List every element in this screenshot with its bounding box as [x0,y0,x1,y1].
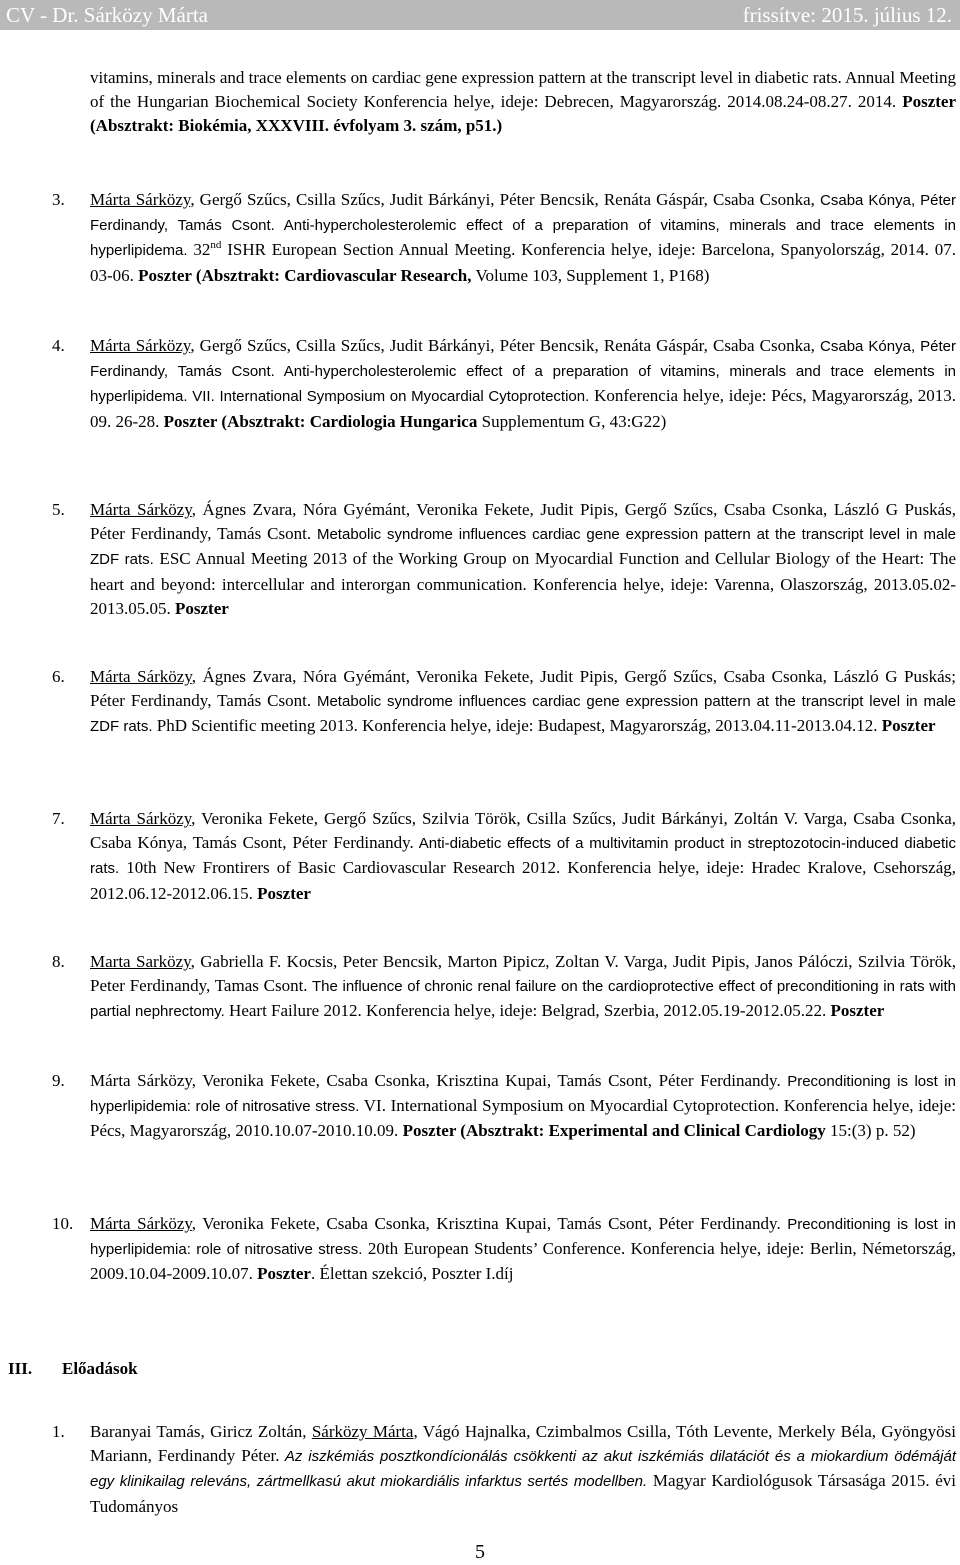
authors: , Ágnes Zvara, Nóra Gyémánt, Veronika Fekete, Judit Pipis, Gergő Szűcs, Csaba Csonka, László G Puskás, Péter Ferdinandy, Tamás Csont. [90,500,956,544]
award-note: . Élettan szekció, Poszter I.díj [310,1264,514,1284]
continued-text: vitamins, minerals and trace elements on cardiac gene expression pattern at the transcript level in diabetic rats. Annual Meeting of the Hungarian Biochemical Society Konferencia helye, ideje: Debrecen, Magyarország. 2014.08.24-08.27. 2014. [90,68,956,112]
conference-details: ESC Annual Meeting 2013 of the Working Group on Myocardial Function and Cellular Biology of the Heart: The heart and beyond: intercellular and interorgan communication. Konferencia helye, ideje: Varenna, Olaszország, 2013.05.02-2013.05.05. [90,549,956,618]
poster-label: Poszter [163,411,218,431]
authors-after: , Vágó Hajnalka, Czimbalmos Csilla, Tóth Levente, Merkely Béla, Gyöngyösi Mariann, Ferdinandy Péter. [90,1422,956,1466]
section-title: Előadások [62,1359,138,1378]
poster-label: Poszter [257,883,311,903]
authors: , Ágnes Zvara, Nóra Gyémánt, Veronika Fekete, Judit Pipis, Gergő Szűcs, Csaba Csonka, László G Puskás; Péter Ferdinandy, Tamás Csont. [90,667,956,711]
abstract-journal: (Absztrakt: Cardiovascular Research, [191,265,472,285]
header-cv-title: CV - Dr. Sárközy Márta [6,3,208,27]
author-lead: Márta Sárközy [90,1071,192,1090]
item-number: 7. [52,809,65,828]
conference-details: VI. International Symposium on Myocardial Cytoprotection. Konferencia helye, ideje: Pécs, Magyarország, 2010.10.07-2010.10.09. [90,1096,956,1141]
author-lead: Márta Sárközy [90,190,191,209]
entry-title: Preconditioning is lost in hyperlipidemia: role of nitrosative stress. [90,1216,956,1259]
conference-details: 20th European Students’ Conference. Konferencia helye, ideje: Berlin, Németország, 2009.10.04-2009.10.07. [90,1239,956,1284]
conference-details: Konferencia helye, ideje: Pécs, Magyarország, 2013. 09. 26-28. [90,386,956,431]
abstract-ref: 15:(3) p. 52) [825,1121,916,1141]
header-updated-date: frissítve: 2015. július 12. [742,3,952,27]
authors: , Veronika Fekete, Gergő Szűcs, Szilvia Török, Csilla Szűcs, Judit Bárkányi, Zoltán V. Varga, Csaba Csonka, Csaba Kónya, Tamás Csont, Péter Ferdinandy. [90,809,956,853]
poster-label: Poszter [830,1001,885,1021]
authors: , Veronika Fekete, Csaba Csonka, Krisztina Kupai, Tamás Csont, Péter Ferdinandy. [191,1214,781,1233]
entry-title: Preconditioning is lost in hyperlipidemia: role of nitrosative stress. [90,1073,956,1116]
authors-before: Baranyai Tamás, Giricz Zoltán, [90,1422,312,1441]
item-number: 10. [52,1214,74,1233]
item-number: 4. [52,336,65,355]
poster-label: Poszter [881,716,936,736]
abstract-ref: Supplementum G, 43:G22) [477,411,667,431]
poster-label: Poszter [175,598,229,618]
talk-entry-1 [90,1420,956,1519]
authors-tail: Csaba Kónya, Péter Ferdinandy, Tamás Csont. [90,192,956,235]
item-number: 6. [52,667,65,686]
author-lead: Marta Sarközy [90,952,191,971]
conference-details: 10th New Frontirers of Basic Cardiovascular Research 2012. Konferencia helye, ideje: Hradec Kralove, Csehország, 2012.06.12-2012.06.15. [90,858,956,903]
poster-entry-6 [90,665,956,740]
entry-title: Az iszkémiás posztkondícionálás csökkenti az akut iszkémiás dilatációt és a miokardium ödémáját egy klinikailag releváns, zártmellkasú akut miokardiális infarktus sertés modellben. [90,1448,957,1491]
author-lead: Márta Sárközy [90,336,191,355]
item-number: 8. [52,952,65,971]
entry-title: Metabolic syndrome influences cardiac gene expression pattern at the transcript level in male ZDF rats. [90,693,956,736]
authors: , Gergő Szűcs, Csilla Szűcs, Judit Bárkányi, Péter Bencsik, Renáta Gáspár, Csaba Csonka, [190,190,821,209]
author-lead: Márta Sárközy [90,500,192,519]
section-number: III. [8,1359,33,1378]
poster-entry-3 [90,188,956,288]
author-lead: Márta Sárközy [90,667,192,686]
conference-number: 32 [187,240,211,260]
poster-label: Poszter [138,265,192,285]
poster-label: Poszter [257,1264,311,1284]
conference-details: Heart Failure 2012. Konferencia helye, ideje: Belgrad, Szerbia, 2012.05.19-2012.05.22. [224,1001,831,1021]
abstract-journal: (Absztrakt: Cardiologia Hungarica [217,411,478,431]
poster-entry-8 [90,950,956,1025]
conference-details: PhD Scientific meeting 2013. Konferencia helye, ideje: Budapest, Magyarország, 2013.04.11-2013.04.12. [152,716,882,736]
abstract-ref: Volume 103, Supplement 1, P168) [471,265,710,285]
authors: , Veronika Fekete, Csaba Csonka, Krisztina Kupai, Tamás Csont, Péter Ferdinandy. [191,1071,781,1090]
item-number: 3. [52,190,65,209]
author-lead: Márta Sárközy [90,809,192,828]
item-number: 9. [52,1071,65,1090]
ordinal-suffix: nd [210,239,222,252]
poster-entry-4 [90,334,956,434]
author-lead: Márta Sárközy [90,1214,192,1233]
entry-title: Metabolic syndrome influences cardiac gene expression pattern at the transcript level in male ZDF rats. [90,526,956,569]
poster-entry-5 [90,498,956,621]
authors-tail: Csaba Kónya, Péter Ferdinandy, Tamás Csont. [90,338,956,381]
continued-entry [90,66,956,139]
entry-title: Anti-hypercholesterolemic effect of a preparation of vitamins, minerals and trace elements in hyperlipidema. VII. International Symposium on Myocardial Cytoprotection. [90,363,956,406]
author-lead: Sárközy Márta [311,1422,414,1441]
continued-poster-abstract: Poszter (Absztrakt: Biokémia, XXXVIII. évfolyam 3. szám, p51.) [90,92,956,136]
conference-details: Magyar Kardiológusok Társasága 2015. évi Tudományos [90,1471,956,1516]
poster-entry-10 [90,1212,956,1287]
poster-entry-7 [90,807,956,906]
entry-title: Anti-diabetic effects of a multivitamin product in streptozotocin-induced diabetic rats. [90,835,956,878]
authors: , Gabriella F. Kocsis, Peter Bencsik, Marton Pipicz, Zoltan V. Varga, Judit Pipis, Janos Pálóczi, Szilvia Török, Peter Ferdinandy, Tamas Csont. [90,952,956,996]
item-number: 5. [52,500,65,519]
page-number: 5 [475,1541,485,1563]
entry-title: Anti-hypercholesterolemic effect of a preparation of vitamins, minerals and trace elements in hyperlipidema. [90,217,956,260]
poster-abstract-label: Poszter (Absztrakt: Experimental and Clinical Cardiology [402,1121,826,1141]
authors: , Gergő Szűcs, Csilla Szűcs, Judit Bárkányi, Péter Bencsik, Renáta Gáspár, Csaba Csonka, [190,336,821,355]
poster-entry-9 [90,1069,956,1144]
entry-title: The influence of chronic renal failure on the cardioprotective effect of preconditioning in rats with partial nephrectomy. [90,978,956,1021]
conference-details: ISHR European Section Annual Meeting. Konferencia helye, ideje: Barcelona, Spanyolország, 2014. 07. 03-06. [90,240,956,285]
item-number: 1. [52,1422,65,1441]
